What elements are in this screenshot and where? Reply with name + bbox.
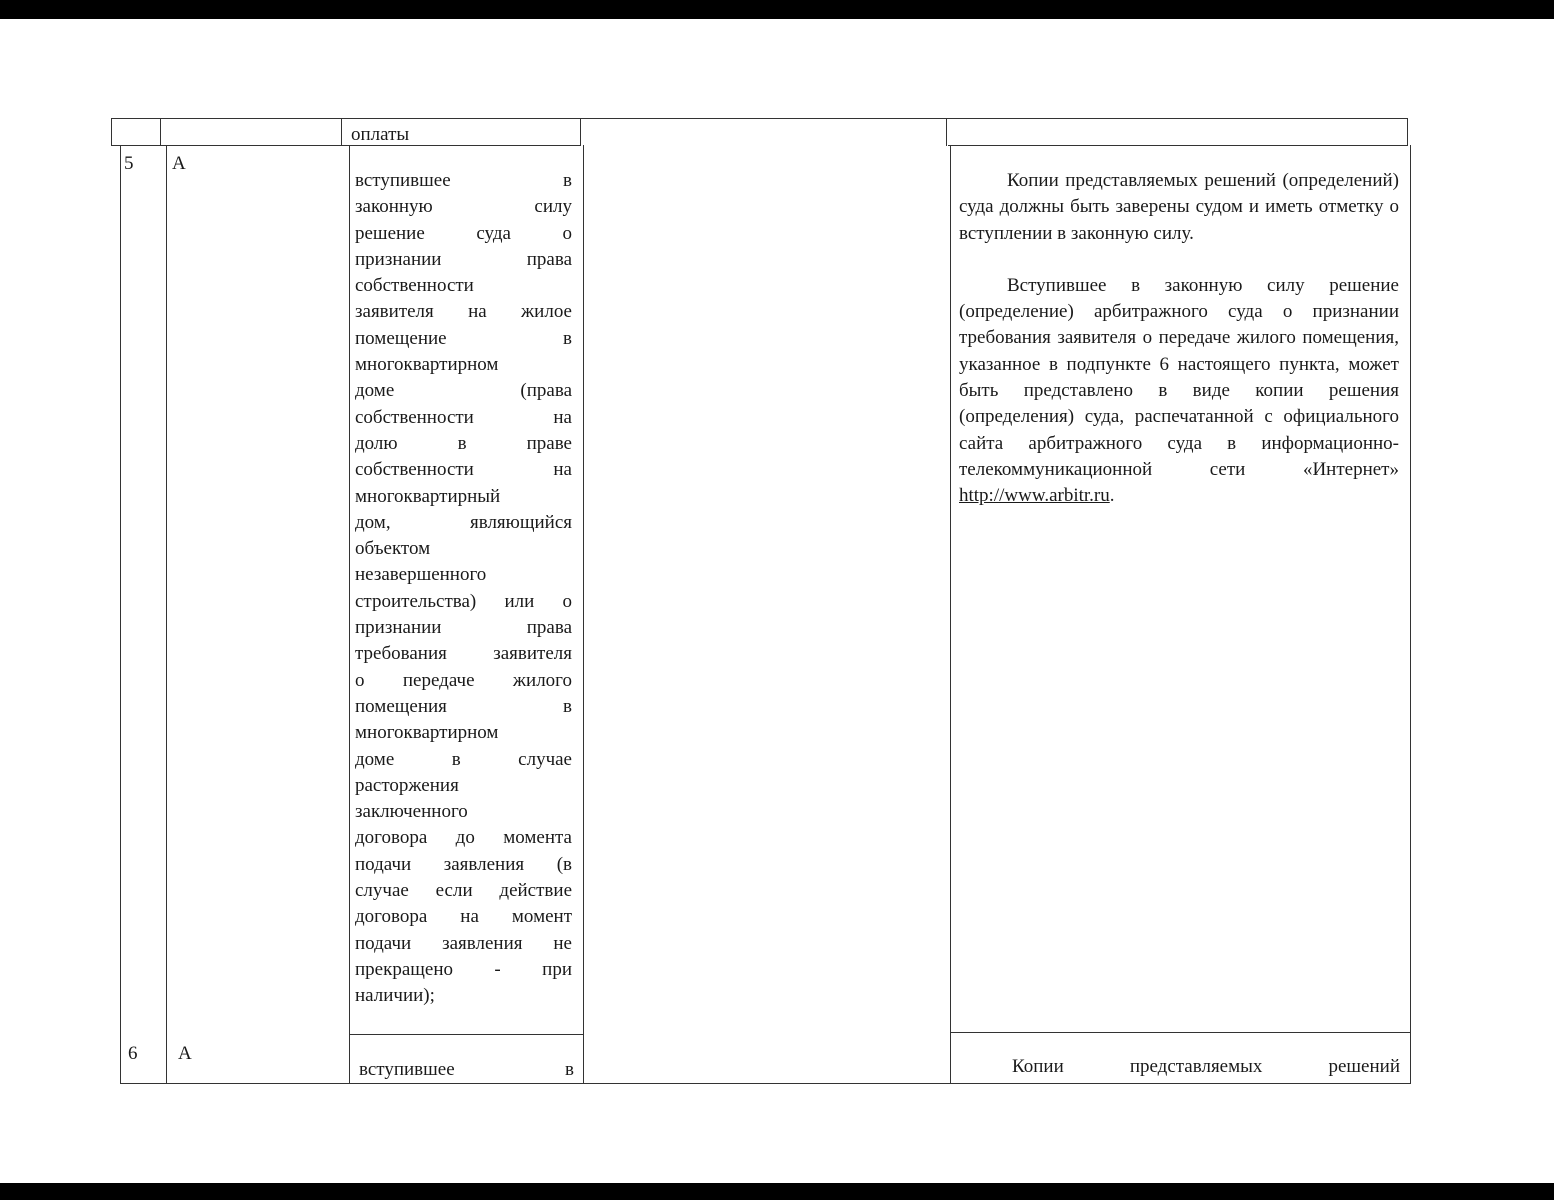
text-line: подачи заявления (в [355, 853, 572, 875]
text-line: признании права [355, 248, 572, 270]
cell-text-payment: оплаты [351, 124, 410, 145]
text-line: вступившее в [355, 170, 572, 191]
notes-cell [959, 168, 1399, 510]
table-bottom-border [120, 1083, 1411, 1084]
text-line: строительства) или о [355, 590, 572, 612]
text-line: собственности на [355, 406, 572, 428]
row-number: 5 [124, 153, 134, 174]
row-number: 6 [128, 1043, 138, 1064]
text-line: собственности [355, 275, 474, 297]
column-divider [160, 118, 161, 146]
document-description-cell [359, 1057, 574, 1083]
text-line: законную силу [355, 196, 572, 218]
text-line: заявителя на жилое [355, 301, 572, 323]
row-divider [948, 145, 1408, 146]
document-description-cell [355, 168, 572, 1010]
text-line: случае если действие [355, 880, 572, 902]
column-divider [166, 145, 167, 1084]
text-line: Копии представляемых решений [1012, 1056, 1400, 1077]
text-line: многоквартирный [355, 485, 501, 507]
text-line: договора до момента [355, 827, 572, 849]
column-divider [950, 145, 951, 1084]
text-line: собственности на [355, 459, 572, 481]
column-divider [341, 118, 342, 146]
row-divider [950, 1032, 1410, 1033]
scan-top-border [0, 0, 1554, 19]
column-divider [1407, 118, 1408, 146]
text-line: помещения в [355, 695, 572, 717]
row-divider [349, 1034, 583, 1035]
column-divider [946, 118, 947, 146]
text-line: признании права [355, 617, 572, 639]
arbitr-link[interactable]: http://www.arbitr.ru [959, 485, 1110, 507]
text-line: многоквартирном [355, 354, 499, 376]
column-divider [111, 118, 112, 146]
text-line: заключенного [355, 801, 468, 823]
text-line: долю в праве [355, 432, 572, 454]
text-line: дом, являющийся [355, 511, 572, 533]
notes-cell [962, 1054, 1400, 1080]
column-divider [349, 145, 350, 1084]
text-line: о передаче жилого [355, 669, 572, 691]
note-paragraph [959, 273, 1399, 510]
column-divider [580, 118, 581, 146]
text-line: помещение в [355, 327, 572, 349]
column-divider [1410, 145, 1411, 1084]
text-line: доме в случае [355, 748, 572, 770]
text-line: многоквартирном [355, 722, 499, 744]
text-line: требования заявителя [355, 643, 572, 665]
table-top-border [111, 118, 1408, 119]
row-category: А [172, 153, 186, 174]
row-divider [111, 145, 581, 146]
text-line: прекращено - при [355, 958, 572, 980]
text-line: вступившее в [359, 1059, 574, 1080]
text-line: наличии); [355, 985, 435, 1007]
text-line: объектом [355, 538, 431, 560]
row-category: А [178, 1043, 192, 1064]
text-line: расторжения [355, 774, 459, 796]
text-line: доме (права [355, 380, 572, 402]
column-divider [120, 145, 121, 1084]
text-line: подачи заявления не [355, 932, 572, 954]
text-line: договора на момент [355, 906, 572, 928]
text-line: решение суда о [355, 222, 572, 244]
note-paragraph: Копии представляемых решений (определений) суда должны быть заверены судом и иметь отметку о вступлении в законную силу. [959, 170, 1399, 244]
note-text: Вступившее в законную силу решение (определение) арбитражного суда о признании требования заявителя о передаче жилого помещения, указанное в подпункте 6 настоящего пункта, может быть представлено в виде копии решения (определения) суда, распечатанной с официального сайта арбитражного суда в информационно-телекоммуникационной сети «Интернет» [959, 274, 1399, 480]
column-divider [583, 145, 584, 1084]
scan-bottom-border [0, 1183, 1554, 1200]
note-end: . [1109, 485, 1115, 507]
text-line: незавершенного [355, 564, 487, 586]
